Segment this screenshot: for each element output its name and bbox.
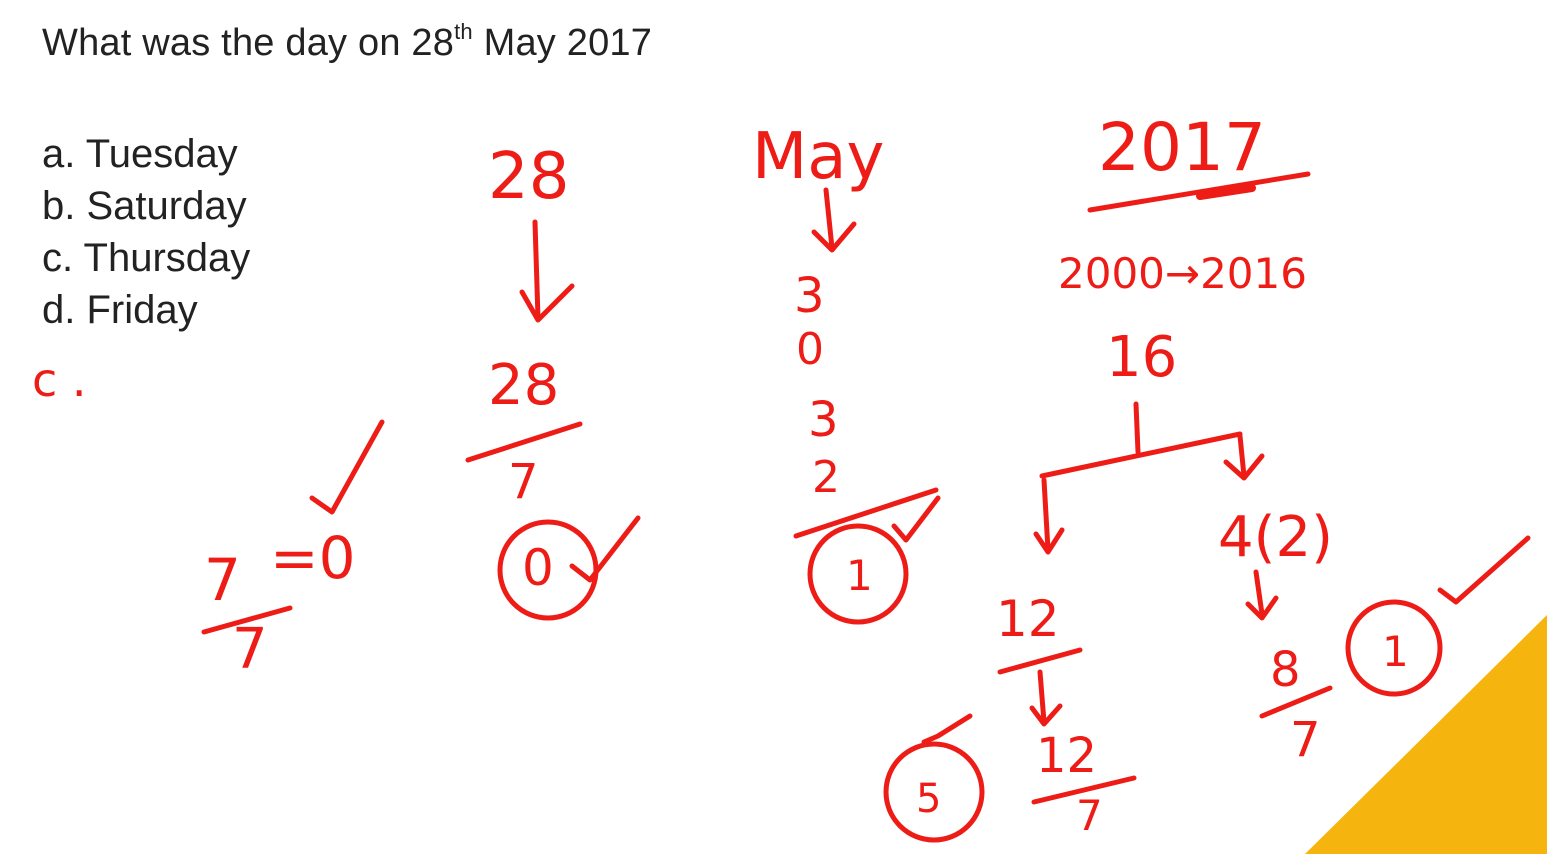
- side-result: =0: [270, 524, 356, 592]
- month-code-4: 2: [812, 452, 840, 503]
- year-title: 2017: [1098, 109, 1266, 186]
- option-label: Saturday: [86, 184, 247, 228]
- day-arrow-head: [522, 286, 572, 320]
- option-label: Tuesday: [85, 132, 238, 176]
- ordinary-denominator: 7: [1076, 791, 1103, 840]
- side-numerator: 7: [204, 546, 241, 614]
- ordinary-arrow-shaft: [1044, 480, 1048, 550]
- leap-down-arrow: [1256, 572, 1262, 614]
- leap-years: 4(2): [1218, 505, 1333, 570]
- option-letter: d.: [42, 288, 76, 332]
- year-range: 2000→2016: [1058, 249, 1307, 298]
- day-check-icon: [572, 518, 638, 580]
- ordinary-numerator: 12: [1036, 728, 1098, 784]
- month-code-2: 0: [796, 324, 824, 375]
- option-label: Thursday: [83, 236, 251, 280]
- ordinary-odd-days: 5: [916, 776, 942, 822]
- month-odd-days: 1: [846, 551, 873, 600]
- ordinary-years: 12: [996, 590, 1060, 648]
- option-letter: a.: [42, 132, 76, 176]
- month-check-icon: [894, 498, 938, 540]
- answer-mark: c .: [32, 353, 87, 407]
- option-letter: b.: [42, 184, 76, 228]
- day-numerator: 28: [488, 353, 560, 418]
- leap-odd-days: 1: [1382, 627, 1409, 676]
- question-ordinal-suffix: th: [454, 19, 473, 44]
- day-denominator: 7: [508, 454, 539, 510]
- leap-denominator: 7: [1290, 712, 1321, 768]
- ordinary-check-icon: [924, 716, 970, 742]
- option-letter: c.: [42, 236, 74, 280]
- year-count: 16: [1106, 325, 1178, 390]
- month-arrow-shaft: [826, 190, 832, 248]
- ordinary-down-arrow: [1040, 672, 1044, 722]
- day-remainder: 0: [522, 539, 554, 597]
- leap-check-icon: [1440, 538, 1528, 602]
- month-code-1: 3: [794, 268, 825, 324]
- leap-arrow-shaft: [1240, 436, 1244, 476]
- leap-numerator: 8: [1270, 642, 1301, 698]
- side-check-icon: [312, 422, 382, 512]
- side-denominator: 7: [232, 617, 268, 682]
- day-arrow-shaft: [535, 222, 538, 318]
- month-arrow-head: [814, 224, 854, 250]
- day-value: 28: [488, 140, 570, 214]
- question-rest: May 2017: [472, 22, 653, 64]
- month-code-3: 3: [808, 392, 839, 448]
- ordinary-split-line: [1000, 650, 1080, 672]
- question-prefix: What was the day on 28: [42, 22, 455, 64]
- ordinary-down-arrow-head: [1032, 706, 1060, 724]
- option-label: Friday: [86, 288, 198, 332]
- year-split-stem: [1136, 404, 1138, 452]
- month-title: May: [752, 120, 885, 194]
- year-split-bar: [1042, 434, 1240, 476]
